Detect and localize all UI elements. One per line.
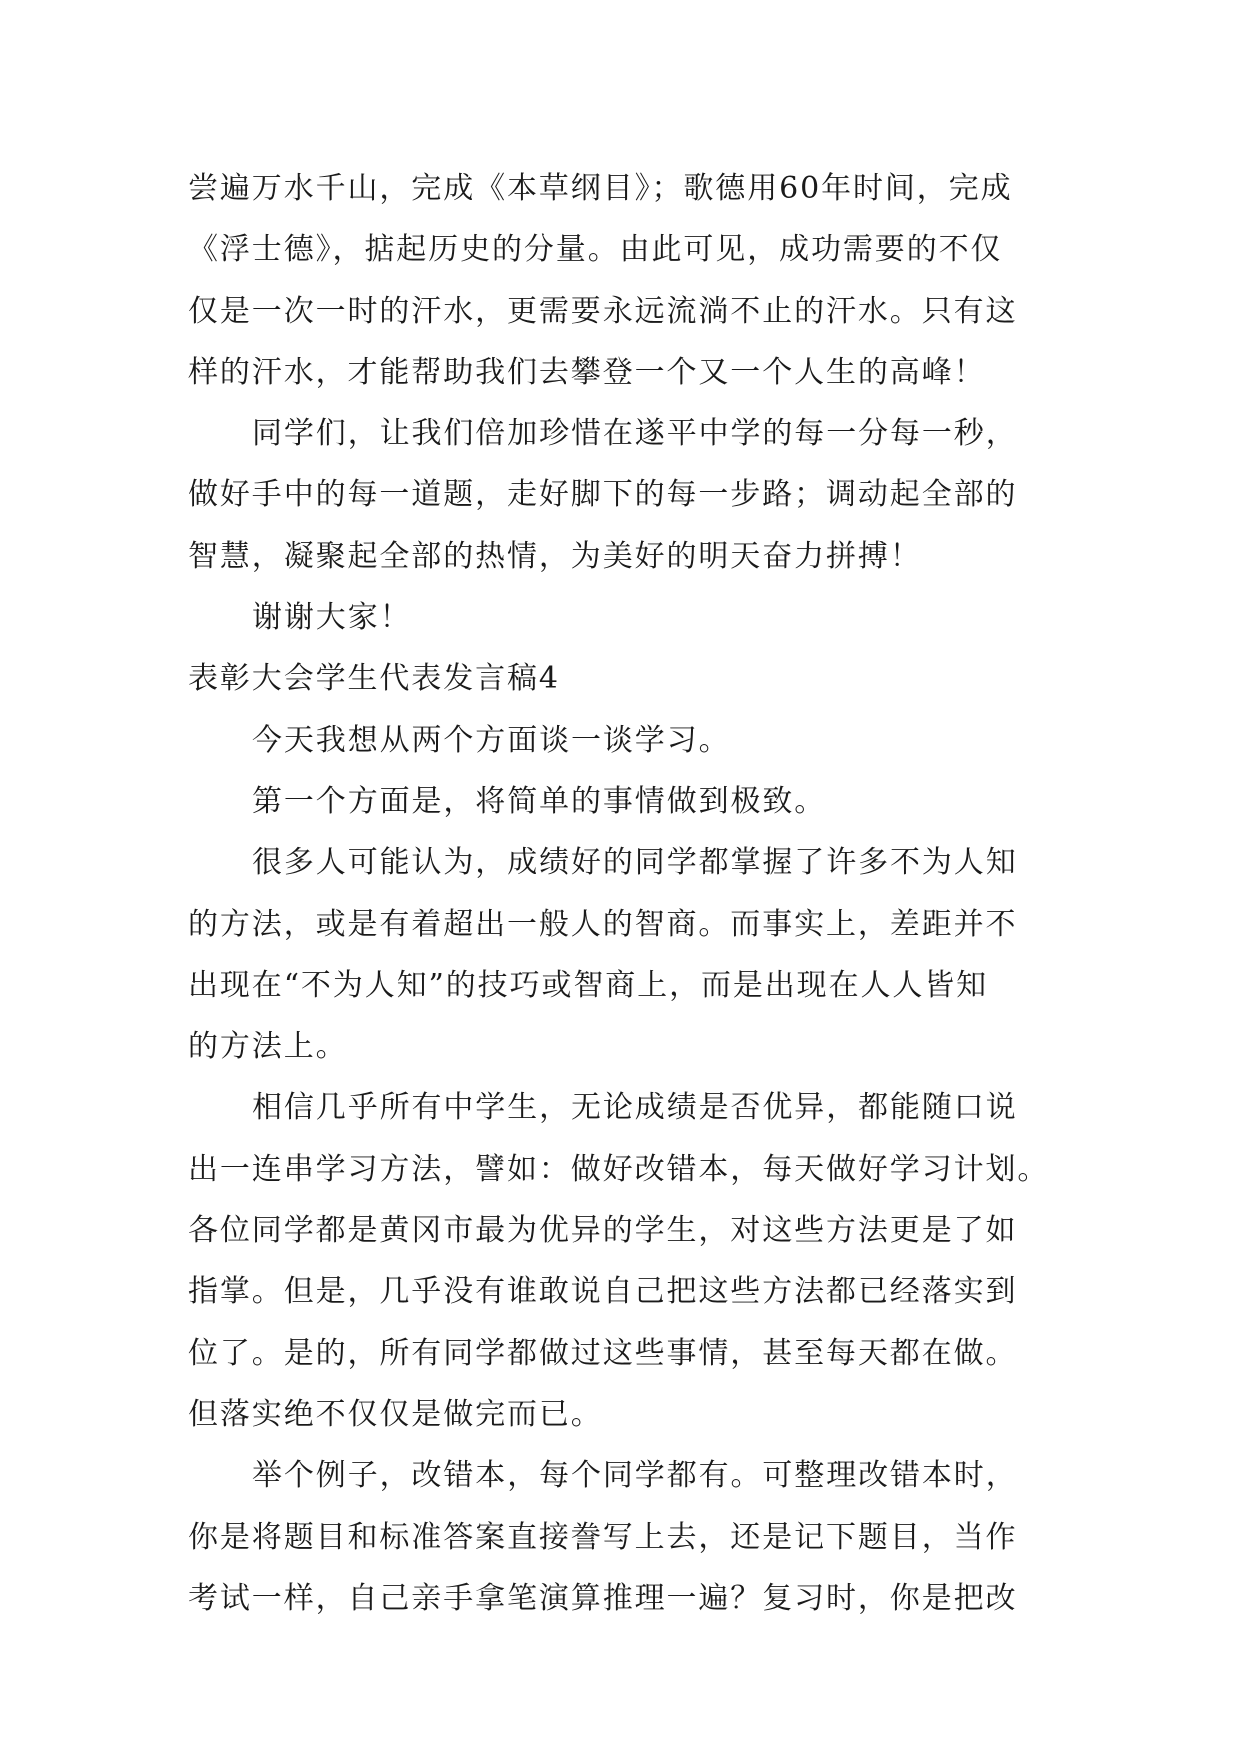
text-line: 出一连串学习方法，譬如：做好改错本，每天做好学习计划。 [188, 1151, 1050, 1187]
text-line: 样的汗水，才能帮助我们去攀登一个又一个人生的高峰！ [188, 354, 986, 390]
document-body [188, 158, 1058, 1629]
text-line: 考试一样，自己亲手拿笔演算推理一遍？复习时，你是把改 [188, 1580, 1018, 1616]
text-line: 第一个方面是，将简单的事情做到极致。 [252, 783, 827, 819]
text-line: 很多人可能认为，成绩好的同学都掌握了许多不为人知 [252, 845, 1018, 881]
text-line: 的方法上。 [188, 1029, 348, 1065]
text-line: 同学们，让我们倍加珍惜在遂平中学的每一分每一秒， [252, 416, 1018, 452]
text-line: 指掌。但是，几乎没有谁敢说自己把这些方法都已经落实到 [188, 1274, 1018, 1310]
text-line: 但落实绝不仅仅是做完而已。 [188, 1396, 603, 1432]
text-line: 谢谢大家！ [252, 600, 412, 636]
text-line: 的方法，或是有着超出一般人的智商。而事实上，差距并不 [188, 906, 1018, 942]
text-line: 智慧，凝聚起全部的热情，为美好的明天奋力拼搏！ [188, 538, 922, 574]
text-line: 尝遍万水千山，完成《本草纲目》；歌德用60年时间，完成 [188, 171, 1013, 206]
text-line: 你是将题目和标准答案直接誊写上去，还是记下题目，当作 [188, 1519, 1018, 1555]
text-line: 各位同学都是黄冈市最为优异的学生，对这些方法更是了如 [188, 1213, 1018, 1249]
text-line: 今天我想从两个方面谈一谈学习。 [252, 722, 731, 758]
text-line: 做好手中的每一道题，走好脚下的每一步路；调动起全部的 [188, 477, 1018, 513]
text-line: 出现在“不为人知”的技巧或智商上，而是出现在人人皆知 [188, 967, 989, 1003]
text-line: 位了。是的，所有同学都做过这些事情，甚至每天都在做。 [188, 1335, 1018, 1371]
text-line: 仅是一次一时的汗水，更需要永远流淌不止的汗水。只有这 [188, 293, 1018, 329]
text-line: 《浮士德》，掂起历史的分量。由此可见，成功需要的不仅 [188, 232, 1003, 268]
text-line: 相信几乎所有中学生，无论成绩是否优异，都能随口说 [252, 1090, 1018, 1126]
text-line: 举个例子，改错本，每个同学都有。可整理改错本时， [252, 1458, 1018, 1494]
text-line: 表彰大会学生代表发言稿4 [188, 661, 560, 697]
